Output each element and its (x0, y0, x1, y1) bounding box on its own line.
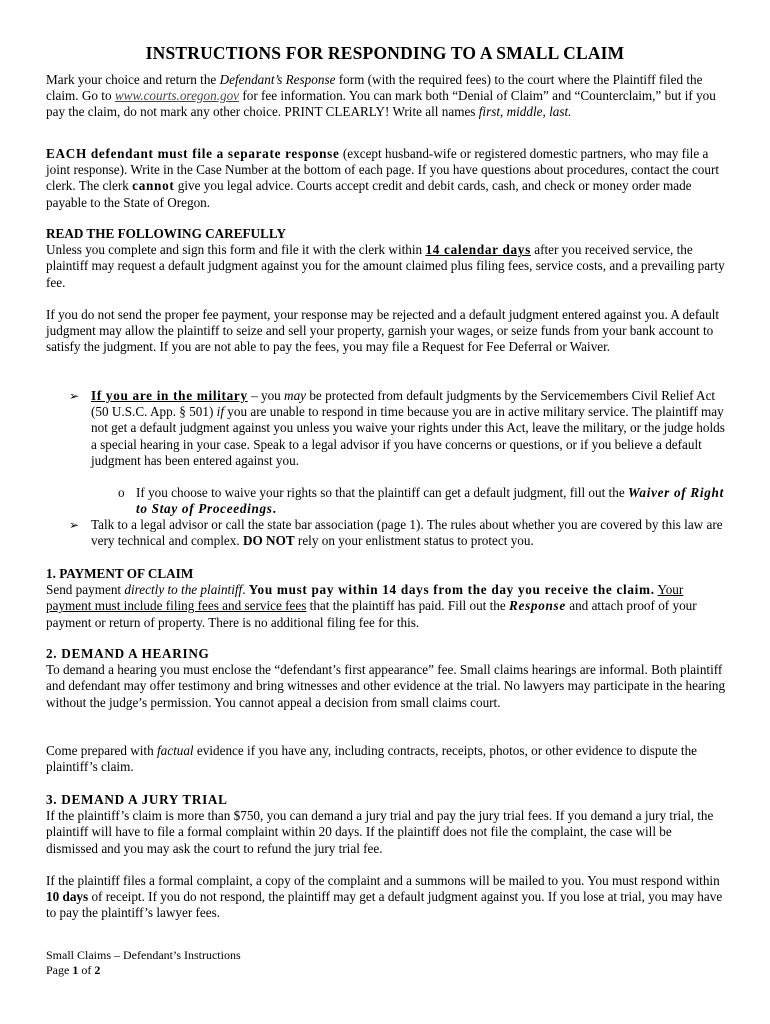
military-bullet: ➢ If you are in the military – you may be protected from default judgments by the Servicemembers Civil Relief Act (50 U.S.C. App. § 501) if you are unable to respond in time because you are in active military service. The plaintiff may not get a default judgment against you unless you waive your rights under this Act, leave the military, or the judge holds a special hearing in your case. Speak to a legal advisor if you have concerns or questions, or if you believe a default judgment has been entered against you. (69, 388, 725, 468)
read-carefully-section: READ THE FOLLOWING CAREFULLY Unless you complete and sign this form and file it with the clerk within 14 calendar days after you received service, the plaintiff may request a default judgment against you for the amount claimed plus filing fees, service costs, and a prevailing party fee. (46, 226, 725, 290)
courts-website-link[interactable]: www.courts.oregon.gov (114, 88, 240, 104)
section-2-heading: 2. DEMAND A HEARING (46, 646, 210, 661)
payment-of-claim-section: 1. PAYMENT OF CLAIM Send payment directly to the plaintiff. You must pay within 14 days from the day you receive the claim. Your payment must include filing fees and service fees that the plaintiff has paid. Fill out the Response and attach proof of your payment or return of property. There is no additional filing fee for this. (46, 566, 726, 631)
demand-hearing-section: 2. DEMAND A HEARING To demand a hearing you must enclose the “defendant’s first appearance” fee. Small claims hearings are informal. Both plaintiff and defendant may offer testimony and bring witnesses and other evidence at the trial. No lawyers may participate in the hearing without the judge’s permission. You cannot appeal a decision from small claims court. (46, 646, 726, 710)
demand-hearing-evidence-paragraph: Come prepared with factual evidence if you have any, including contracts, receipts, photos, or other evidence to dispute the plaintiff’s claim. (46, 743, 698, 775)
footer-form-name: Small Claims – Defendant’s Instructions (46, 948, 241, 962)
section-1-heading: 1. PAYMENT OF CLAIM (46, 566, 194, 581)
formal-complaint-paragraph: If the plaintiff files a formal complaint, a copy of the complaint and a summons will be mailed to you. You must respond within 10 days of receipt. If you do not respond, the plaintiff may get a default judgment against you. If you lose at trial, you may have to pay the plaintiff’s lawyer fees. (46, 873, 723, 921)
arrow-bullet-icon: ➢ (69, 389, 80, 403)
jury-trial-section: 3. DEMAND A JURY TRIAL If the plaintiff’s claim is more than $750, you can demand a jury trial and pay the jury trial fees. If you demand a jury trial, the plaintiff will have to file a formal complaint within 20 days. If the plaintiff does not file the complaint, the case will be dismissed and you may ask the court to refund the jury trial fee. (46, 792, 726, 857)
circle-bullet-icon: o (118, 485, 125, 500)
each-defendant-paragraph: EACH defendant must file a separate response (except husband-wife or registered domestic partners, who may file a joint response). Write in the Case Number at the bottom of each page. If you have questions about procedures, contact the court clerk. The clerk cannot give you legal advice. Courts accept credit and debit cards, cash, and check or money order made payable to the State of Oregon. (46, 146, 720, 210)
intro-paragraph: Mark your choice and return the Defendant’s Response form (with the required fees) to the court where the Plaintiff filed the claim. Go to www.courts.oregon.gov for fee information. You can mark both “Denial of Claim” and “Counterclaim,” but if you pay the claim, do not mark any other choice. PRINT CLEARLY! Write all names first, middle, last. (46, 72, 716, 120)
read-carefully-heading: READ THE FOLLOWING CAREFULLY (46, 226, 286, 241)
fee-paragraph: If you do not send the proper fee payment, your response may be rejected and a default judgment entered against you. A default judgment may allow the plaintiff to seize and sell your property, garnish your wages, or seize funds from your bank account to satisfy the judgment. If you are not able to pay the fees, you may file a Request for Fee Deferral or Waiver. (46, 307, 720, 355)
waiver-sub-bullet: o If you choose to waive your rights so that the plaintiff can get a default judgment, fill out the Waiver of Right to Stay of Proceedings. (118, 485, 724, 517)
arrow-bullet-icon: ➢ (69, 518, 80, 532)
legal-advisor-bullet: ➢ Talk to a legal advisor or call the state bar association (page 1). The rules about whether you are covered by this law are very technical and complex. DO NOT rely on your enlistment status to protect you. (69, 517, 723, 549)
page-number: Page 1 of 2 (46, 963, 101, 977)
page-footer (46, 948, 241, 978)
section-3-heading: 3. DEMAND A JURY TRIAL (46, 792, 228, 807)
page-title: INSTRUCTIONS FOR RESPONDING TO A SMALL CLAIM (145, 43, 625, 63)
